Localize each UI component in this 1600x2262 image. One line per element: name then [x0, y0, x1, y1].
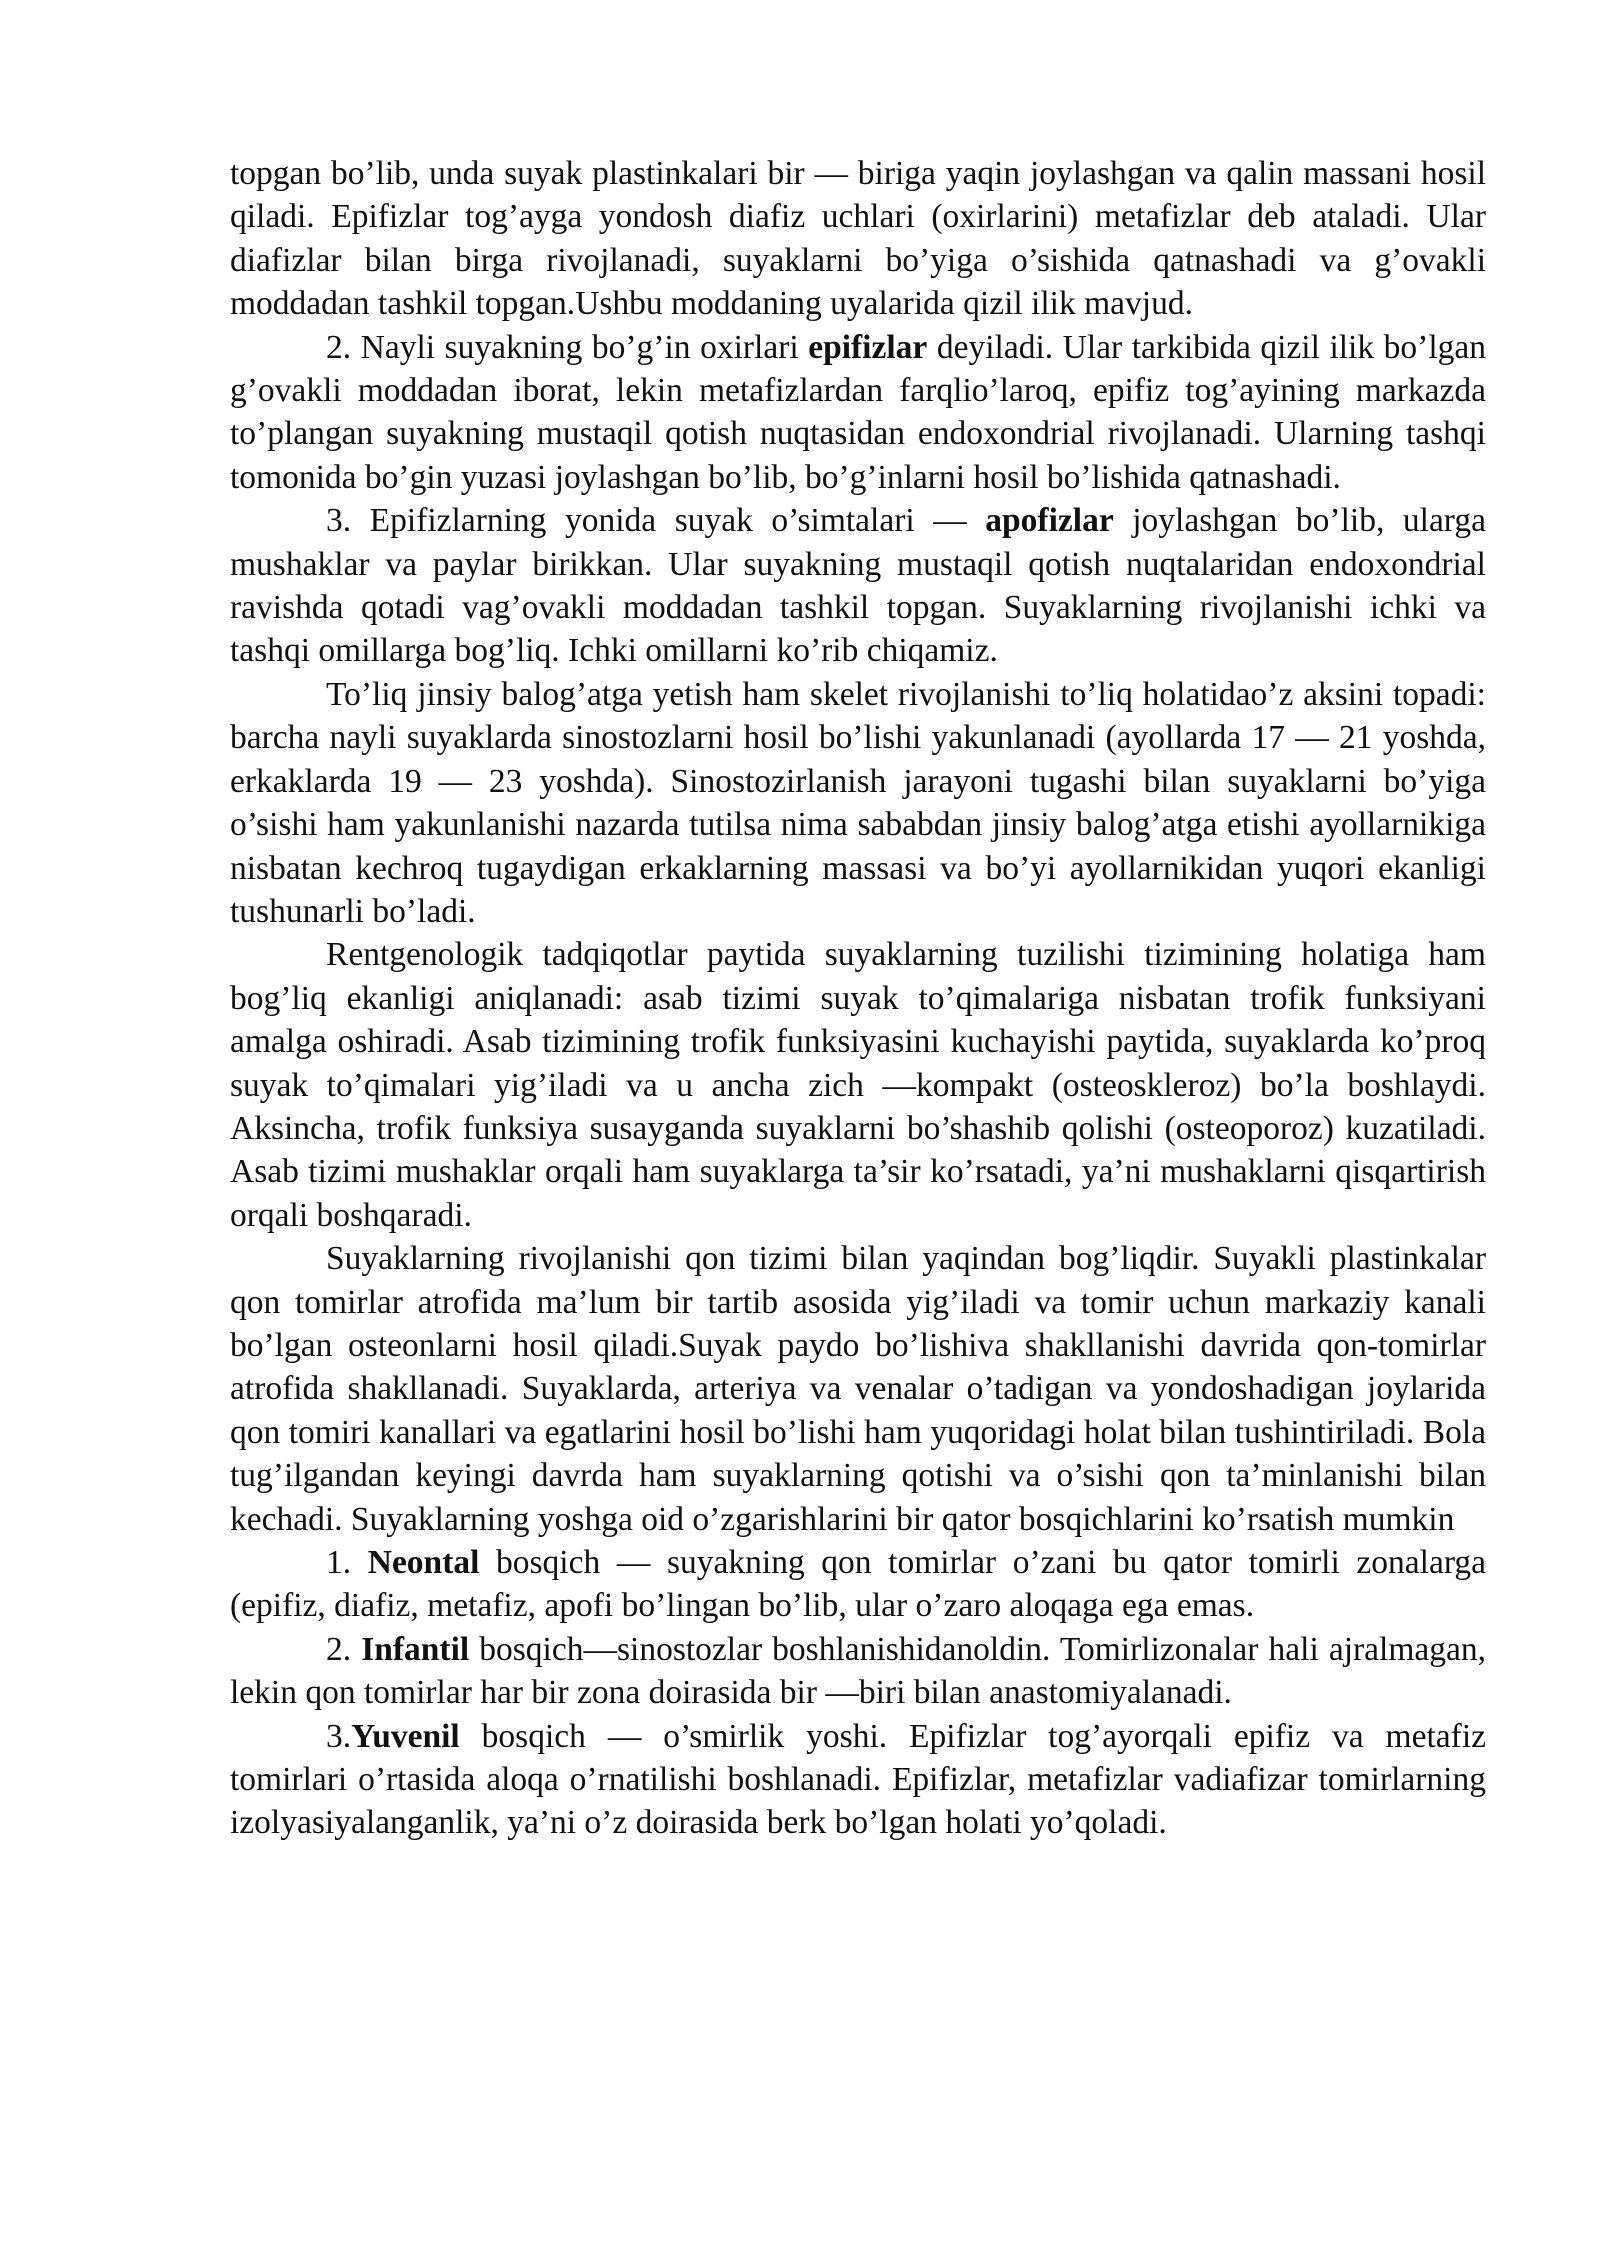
paragraph-text: Rentgenologik tadqiqotlar paytida suyaklarning tuzilishi tizimining holatiga ham bog’liq ekanligi aniqlanadi: asab tizimi suyak to’qimalariga nisbatan trofik funksiyani amalga oshiradi. Asab tizimining trofik funksiyasini kuchayishi paytida, suyaklarda ko’proq suyak to’qimalari yig’iladi va u ancha zich —kompakt (osteoskleroz) bo’la boshlaydi. Aksincha, trofik funksiya susayganda suyaklarni bo’shashib qolishi (osteoporoz) kuzatiladi. Asab tizimi mushaklar orqali ham suyaklarga ta’sir ko’rsatadi, ya’ni mushaklarni qisqartirish orqali boshqaradi. [230, 936, 1486, 1234]
paragraph-text: bosqich — suyakning qon tomirlar o’zani bu qator tomirli zonalarga (epifiz, diafiz, metafiz, apofi bo’lingan bo’lib, ular o’zaro aloqaga ega emas. [230, 1544, 1486, 1625]
term-apofizlar: apofizlar [985, 502, 1114, 540]
term-neontal: Neontal [367, 1544, 480, 1581]
document-page [230, 152, 1486, 1845]
paragraph-text: joylashgan bo’lib, ularga mushaklar va paylar birikkan. Ular suyakning mustaqil qotish nuqtalaridan endoxondrial ravishda qotadi vag’ovakli moddadan tashkil topgan. Suyaklarning rivojlanishi ichki va tashqi omillarga bog’liq. Ichki omillarni ko’rib chiqamiz. [230, 502, 1486, 670]
paragraph-epifizlar [230, 326, 1486, 500]
term-yuvenil: Yuvenil [351, 1717, 460, 1755]
paragraph-text: 1. [326, 1544, 368, 1581]
paragraph-infantil [230, 1628, 1486, 1715]
paragraph-text: deyiladi. Ular tarkibida qizil ilik bo’lgan g’ovakli moddadan iborat, lekin metafizlardan farqlio’laroq, epifiz tog’ayining markazda to’plangan suyakning mustaqil qotish nuqtasidan endoxondrial rivojlanadi. Ularning tashqi tomonida bo’gin yuzasi joylashgan bo’lib, bo’g’inlarni hosil bo’lishida qatnashadi. [230, 328, 1486, 496]
paragraph-text: To’liq jinsiy balog’atga yetish ham skelet rivojlanishi to’liq holatidao’z aksini topadi: barcha nayli suyaklarda sinostozlarni hosil bo’lishi yakunlanadi (ayollarda 17 — 21 yoshda, erkaklarda 19 — 23 yoshda). Sinostozirlanish jarayoni tugashi bilan suyaklarni bo’yiga o’sishi ham yakunlanishi nazarda tutilsa nima sababdan jinsiy balog’atga etishi ayollarnikiga nisbatan kechroq tugaydigan erkaklarning massasi va bo’yi ayollarnikidan yuqori ekanligi tushunarli bo’ladi. [230, 675, 1486, 930]
paragraph-text: topgan bo’lib, unda suyak plastinkalari bir — biriga yaqin joylashgan va qalin massani hosil qiladi. Epifizlar tog’ayga yondosh diafiz uchlari (oxirlarini) metafizlar deb ataladi. Ular diafizlar bilan birga rivojlanadi, suyaklarni bo’yiga o’sishida qatnashadi va g’ovakli moddadan tashkil topgan.Ushbu moddaning uyalarida qizil ilik mavjud. [230, 155, 1486, 323]
term-infantil: Infantil [361, 1630, 470, 1668]
paragraph-qon-tizimi [230, 1237, 1486, 1541]
paragraph-text: Suyaklarning rivojlanishi qon tizimi bilan yaqindan bog’liqdir. Suyakli plastinkalar qon tomirlar atrofida ma’lum bir tartib asosida yig’iladi va tomir uchun markaziy kanali bo’lgan osteonlarni hosil qiladi.Suyak paydo bo’lishiva shakllanishi davrida qon-tomirlar atrofida shakllanadi. Suyaklarda, arteriya va venalar o’tadigan va yondoshadigan joylarida qon tomiri kanallari va egatlarini hosil bo’lishi ham yuqoridagi holat bilan tushintiriladi. Bola tug’ilgandan keyingi davrda ham suyaklarning qotishi va o’sishi qon ta’minlanishi bilan kechadi. Suyaklarning yoshga oid o’zgarishlarini bir qator bosqichlarini ko’rsatish mumkin [230, 1240, 1486, 1538]
paragraph-text: 3. [326, 1717, 352, 1755]
paragraph-balogat [230, 673, 1486, 933]
paragraph-rentgenologik [230, 933, 1486, 1237]
paragraph-text: 2. Nayli suyakning bo’g’in oxirlari [326, 328, 809, 366]
paragraph-text: bosqich—sinostozlar boshlanishidanoldin. Tomirlizonalar hali ajralmagan, lekin qon tomirlar har bir zona doirasida bir —biri bilan anastomiyalanadi. [230, 1630, 1487, 1712]
term-epifizlar: epifizlar [808, 328, 928, 366]
paragraph-text: bosqich — o’smirlik yoshi. Epifizlar tog’ayorqali epifiz va metafiz tomirlari o’rtasida aloqa o’rnatilishi boshlanadi. Epifizlar, metafizlar vadiafizar tomirlarning izolyasiyalanganlik, ya’ni o’z doirasida berk bo’lgan holati yo’qoladi. [230, 1717, 1486, 1842]
paragraph-yuvenil [230, 1715, 1486, 1845]
paragraph-text: 3. Epifizlarning yonida suyak o’simtalari — [326, 502, 986, 540]
paragraph-neontal [230, 1541, 1486, 1628]
paragraph-text: 2. [326, 1630, 362, 1668]
paragraph-continuation [230, 152, 1486, 326]
paragraph-apofizlar [230, 499, 1486, 673]
